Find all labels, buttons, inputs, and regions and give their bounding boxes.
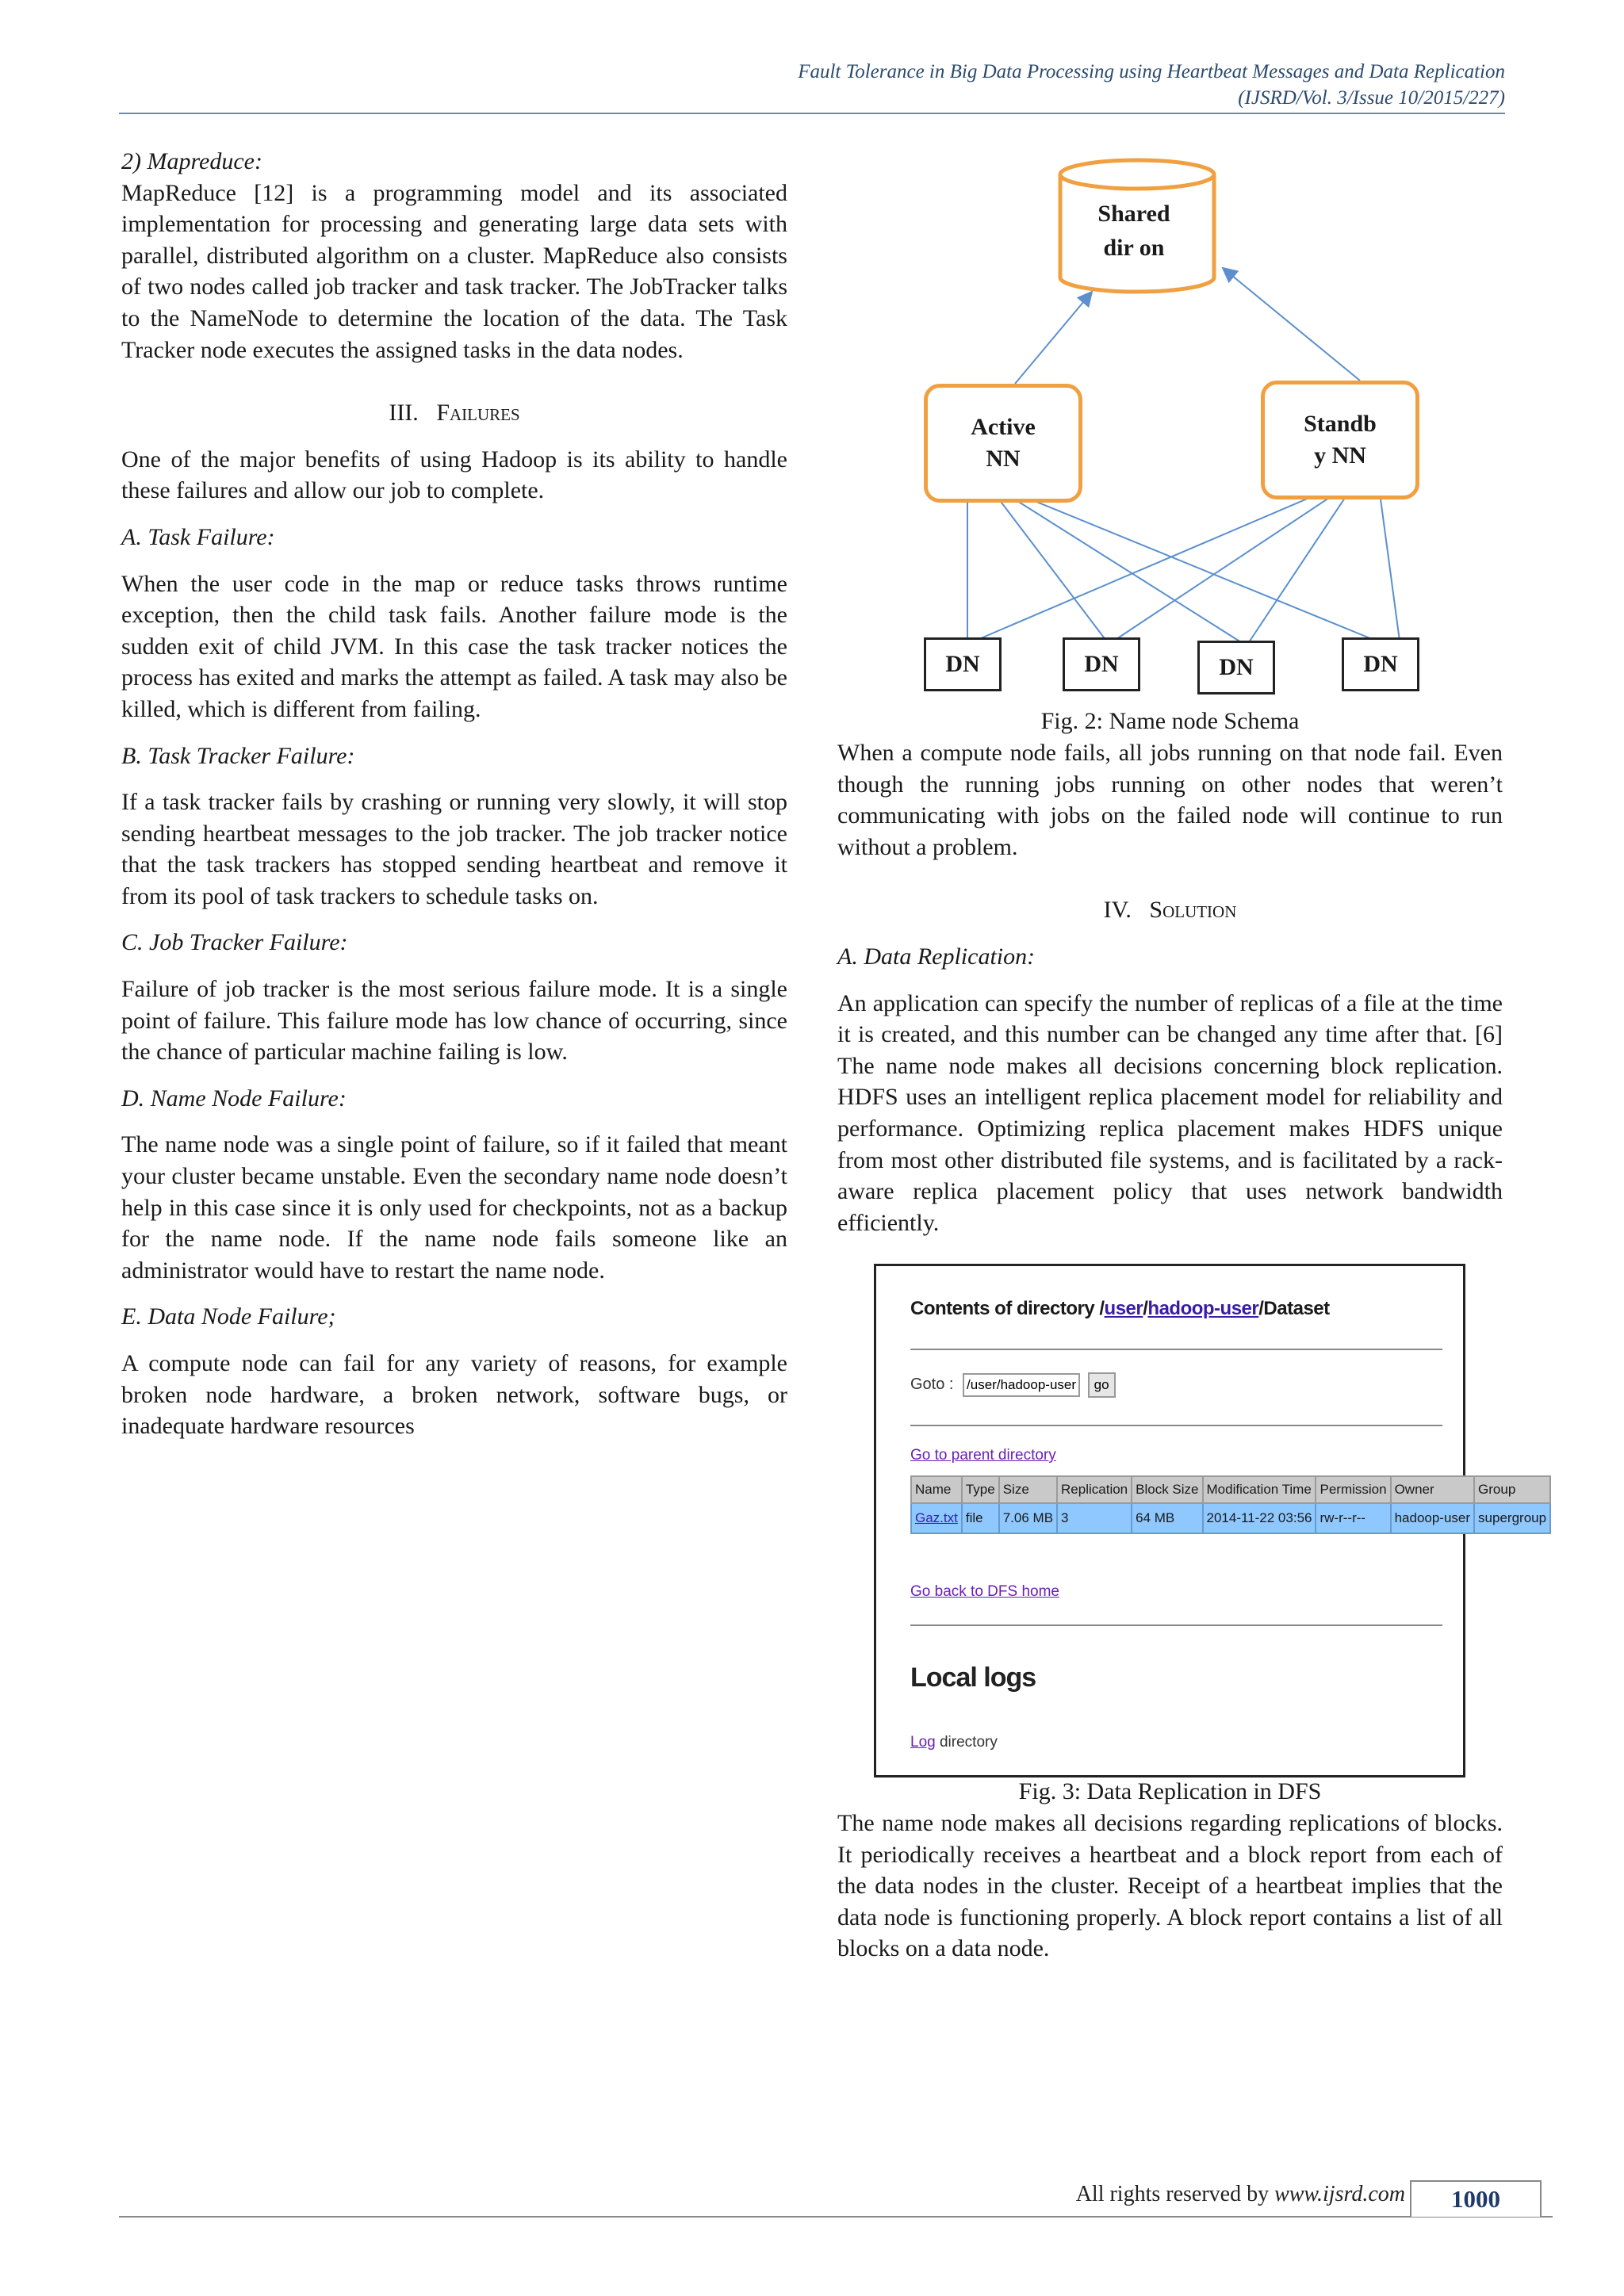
goto-path-input[interactable] — [963, 1373, 1080, 1397]
active-namenode-box: Active NN — [924, 384, 1082, 503]
column-header: Block Size — [1132, 1476, 1202, 1503]
table-header-row — [911, 1476, 1550, 1503]
datanode-box: DN — [1197, 641, 1275, 695]
cell-type: file — [962, 1503, 999, 1533]
shared-dir-label: Shared dir on — [1097, 201, 1170, 261]
column-header: Owner — [1391, 1476, 1474, 1503]
goto-label: Goto : — [910, 1376, 954, 1393]
datanode-box: DN — [1063, 637, 1140, 691]
cell-owner: hadoop-user — [1391, 1503, 1474, 1533]
header-journal: (IJSRD/Vol. 3/Issue 10/2015/227) — [1238, 87, 1505, 109]
cell-group: supergroup — [1474, 1503, 1550, 1533]
column-header: Group — [1474, 1476, 1550, 1503]
task-tracker-paragraph: If a task tracker fails by crashing or running very slowly, it will stop sending heartbeat messages to the job tracker. The job tracker notice that the task trackers has stopped sending heartbeat and remove it from its pool of task trackers to schedule tasks on. — [121, 789, 787, 909]
mapreduce-paragraph: MapReduce [12] is a programming model and its associated implementation for processing and generating large data sets with parallel, distributed algorithm on a cluster. MapReduce also consists of two nodes called job tracker and task tracker. The JobTracker talks to the NameNode to determine the location of the data. The Task Tracker node executes the assigned tasks in the data nodes. — [121, 179, 787, 363]
right-column-lower — [837, 1808, 1503, 1965]
dfs-home-link[interactable]: Go back to DFS home — [910, 1583, 1059, 1600]
job-tracker-heading: C. Job Tracker Failure: — [121, 929, 348, 956]
cell-name — [911, 1503, 962, 1533]
name-node-paragraph: The name node was a single point of failure, so if it failed that meant your cluster became unstable. Even the secondary name node doesn’t help in this case since it is only used for checkpoints, not as a backup for the name node. If the name node fails someone like an administrator would have to restart the name node. — [121, 1131, 787, 1284]
edge-active-shared — [1015, 292, 1092, 384]
job-tracker-paragraph: Failure of job tracker is the most serious failure mode. It is a single point of failure. This failure mode has low chance of occurring, since the chance of particular machine failing is low. — [121, 976, 787, 1066]
task-tracker-heading: B. Task Tracker Failure: — [121, 742, 355, 769]
figure3-caption: Fig. 3: Data Replication in DFS — [1018, 1778, 1322, 1804]
header-title: Fault Tolerance in Big Data Processing using Heartbeat Messages and Data Replication — [798, 61, 1505, 82]
divider — [910, 1624, 1442, 1626]
data-node-paragraph: A compute node can fail for any variety of reasons, for example broken node hardware, a broken network, software bugs, or inadequate hardware resources — [121, 1350, 787, 1440]
header-rule — [119, 113, 1505, 114]
column-header: Replication — [1057, 1476, 1132, 1503]
footer-rights: All rights reserved by www.ijsrd.com — [1075, 2182, 1405, 2206]
task-failure-heading: A. Task Failure: — [121, 523, 275, 550]
datanode-box: DN — [924, 637, 1002, 691]
directory-title: Contents of directory /user/hadoop-user/Dataset — [910, 1298, 1330, 1319]
edge-standby-dn3 — [1249, 493, 1348, 642]
column-header: Size — [999, 1476, 1057, 1503]
path-link-hadoop-user[interactable]: hadoop-user — [1147, 1298, 1259, 1319]
data-node-heading: E. Data Node Failure; — [121, 1303, 336, 1330]
figure-dfs-browser — [874, 1264, 1547, 1777]
local-logs-heading: Local logs — [910, 1663, 1036, 1693]
data-replication-paragraph: An application can specify the number of replicas of a file at the time it is created, and this number can be changed any time after that. [6] The name node makes all decisions concerning block replication. HDFS uses an intelligent replica placement model for reliability and performance. Optimizing replica placement makes HDFS unique from most other distributed file systems, and is facilitated by a rack-aware replica placement policy that uses network bandwidth efficiently. — [837, 989, 1503, 1236]
task-failure-paragraph: When the user code in the map or reduce tasks throws runtime exception, then the child task fails. Another failure mode is the sudden exit of child JVM. In this case the task tracker notices the process has exited and marks the attempt as failed. A task may also be killed, which is different from failing. — [121, 570, 787, 722]
edge-standby-shared — [1223, 268, 1360, 381]
goto-form — [910, 1372, 1116, 1398]
right-column-upper — [837, 737, 1503, 1238]
file-link[interactable]: Gaz.txt — [915, 1510, 958, 1525]
datanode-box: DN — [1342, 637, 1419, 691]
section-failures-heading — [121, 397, 787, 429]
left-column — [121, 146, 787, 1442]
section-solution-heading — [837, 894, 1503, 926]
go-button[interactable]: go — [1088, 1372, 1116, 1398]
edge-active-dn2 — [999, 499, 1106, 641]
failures-intro: One of the major benefits of using Hadoop is its ability to handle these failures and allow our job to complete. — [121, 446, 787, 504]
footer-rule — [119, 2216, 1553, 2218]
column-header: Modification Time — [1203, 1476, 1316, 1503]
log-link[interactable]: Log — [910, 1734, 936, 1751]
mapreduce-heading: 2) Mapreduce: — [121, 148, 262, 174]
section-title: Solution — [1149, 897, 1237, 924]
section-number: III. — [389, 400, 419, 427]
section-number: IV. — [1103, 897, 1132, 924]
compute-node-paragraph: When a compute node fails, all jobs running on that node fail. Even though the running jobs running on other nodes that weren’t communicating with jobs on the failed node will continue to run without a problem. — [837, 740, 1503, 860]
standby-namenode-box: Standb y NN — [1261, 381, 1419, 499]
figure2-caption: Fig. 2: Name node Schema — [1040, 708, 1300, 734]
cell-block-size: 64 MB — [1132, 1503, 1202, 1533]
parent-directory-link[interactable]: Go to parent directory — [910, 1447, 1056, 1464]
running-header — [798, 59, 1505, 111]
path-link-user[interactable]: user — [1104, 1298, 1143, 1319]
column-header: Type — [962, 1476, 999, 1503]
cell-size: 7.06 MB — [999, 1503, 1057, 1533]
file-listing-table — [910, 1475, 1551, 1534]
heartbeat-paragraph: The name node makes all decisions regarding replications of blocks. It periodically receives a heartbeat and a block report from each of the data nodes in the cluster. Receipt of a heartbeat implies that the data node is functioning properly. A block report contains a list of all blocks on a data node. — [837, 1810, 1503, 1962]
page-number: 1000 — [1410, 2180, 1542, 2217]
divider — [910, 1349, 1442, 1350]
divider — [910, 1425, 1442, 1426]
cell-replication: 3 — [1057, 1503, 1132, 1533]
section-title: Failures — [436, 400, 520, 427]
cell-modified: 2014-11-22 03:56 — [1203, 1503, 1316, 1533]
name-node-heading: D. Name Node Failure: — [121, 1085, 347, 1112]
table-row — [911, 1503, 1550, 1533]
edge-standby-dn4 — [1380, 493, 1400, 641]
column-header: Permission — [1316, 1476, 1390, 1503]
log-directory-line: Log directory — [910, 1734, 998, 1751]
edge-active-dn4 — [1031, 499, 1376, 641]
column-header: Name — [911, 1476, 962, 1503]
footer-site: www.ijsrd.com — [1274, 2182, 1405, 2206]
data-replication-heading: A. Data Replication: — [837, 943, 1036, 970]
cell-permission: rw-r--r-- — [1316, 1503, 1390, 1533]
